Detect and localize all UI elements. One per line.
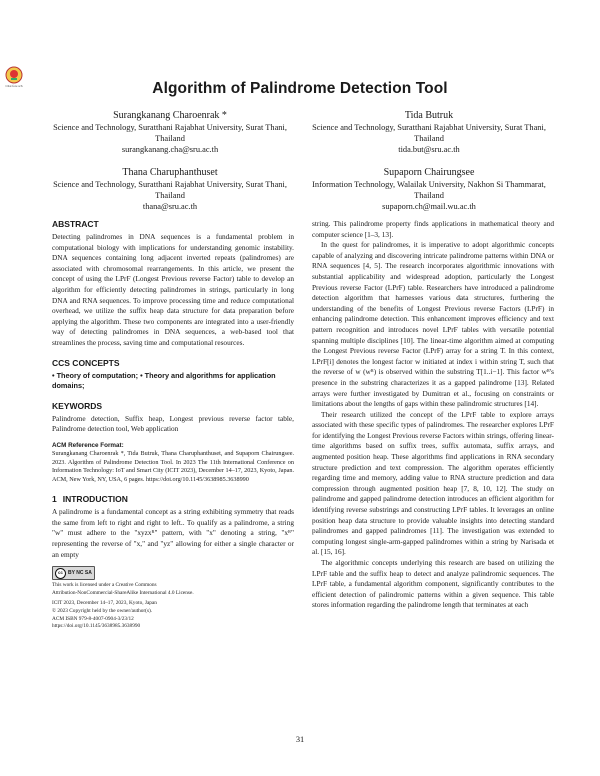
author-name: Thana Charuphanthuset xyxy=(122,167,218,178)
author-affiliation: Information Technology, Walailak University, Nakhon Si Thammarat, Thailand xyxy=(312,180,546,201)
author-name: Surangkanang Charoenrak * xyxy=(113,110,227,121)
author-block-2 xyxy=(304,109,554,156)
right-column xyxy=(312,219,554,611)
license-line-2: Attribution-NonCommercial-ShareAlike International 4.0 License. xyxy=(52,589,194,596)
paper-title: Algorithm of Palindrome Detection Tool xyxy=(152,80,448,97)
cc-icon: cc xyxy=(55,568,66,579)
license-block xyxy=(52,566,294,631)
intro-paragraph-1: string. This palindrome property finds applications in mathematical theory and computer science [1–3, 13]. xyxy=(312,219,554,239)
author-email: tida.but@sru.ac.th xyxy=(398,145,460,155)
ccs-text: • Theory of computation; • Theory and algorithms for application domains; xyxy=(52,370,276,391)
logo-caption: Chat fore sch xyxy=(5,84,23,88)
author-block-3 xyxy=(45,166,295,213)
author-name: Supaporn Chairungsee xyxy=(383,167,475,178)
doi-line[interactable]: https://doi.org/10.1145/3638985.3638990 xyxy=(52,623,141,630)
intro-paragraph-2: In the quest for palindromes, it is imperative to adopt algorithmic concepts capable of analyzing and discovering intricate palindrome patterns within DNA or RNA sequences [4, 5]. The research incorporates algorithmic innovations with substantial applicability and widespread adoption, particularly the Longest Previous reverse Factor (LPrF) table. Researchers have introduced a palindrome detection algorithm that harnesses various data structures, furthering the understanding of the benefits of Longest Previous reverse Factors (LPrF) in enhancing palindrome detection. This enhancement improves efficiency and text pattern recognition and introduces novel LPrF tables with versatile potential spanning multiple disciplines [10]. The linear-time algorithm aimed at computing the Longest Previous reverse Factor (LPrF) array for a string T. In this context, LPrF[i] denotes the longest factor w initiated at index i within string T, such that the reverse of w (wᴿ) is observed within the substring T[1..i−1]. This factor wᴿ's presence in the substring characterizes it as a gapped palindrome [13]. Related arrays were further investigated by Dumitran et al., focusing on constraints or limitations about the lengths of gaps within these palindromic structures [14]. xyxy=(312,240,554,409)
left-column xyxy=(52,219,294,631)
cc-badge-terms: BY NC SA xyxy=(68,569,92,576)
conference-line: ICIT 2023, December 14–17, 2023, Kyoto, Japan xyxy=(52,600,157,607)
author-affiliation: Science and Technology, Suratthani Rajabhat University, Surat Thani, Thailand xyxy=(53,123,287,144)
author-email: thana@sru.ac.th xyxy=(142,202,198,212)
abstract-text: Detecting palindromes in DNA sequences is a fundamental problem in computational biology with implications for understanding genomic instability. DNA sequences containing long adjacent inverted repeats (palindromes) are associated with chromosomal rearrangements. In this article, we present the concept of using the LPrF (Longest Previous reverse Factor) table to develop an algorithm for efficiently detecting palindromes in strings, particularly in long DNA and RNA sequences. To improve processing time and reduce computational overhead, we utilize the suffix heap data structure for data preparation before applying the algorithm. These two components are integrated into a user-friendly way of detecting palindromes in DNA sequences, a web-based tool that streamlines the process, saving time and computational resources. xyxy=(52,232,294,347)
keywords-heading: KEYWORDS xyxy=(52,400,103,411)
author-email: supaporn.ch@mail.wu.ac.th xyxy=(382,202,476,212)
copyright-line: © 2023 Copyright held by the owner/author(s). xyxy=(52,608,153,615)
author-email: surangkanang.cha@sru.ac.th xyxy=(121,145,219,155)
intro-paragraph-3: Their research utilized the concept of the LPrF table to explore arrays associated with these specific types of palindromes. The researcher explores LPrF for identifying the Longest Previous reverse Factors within strings, offering linear-time algorithms based on suffix trees, suffix automata, suffix arrays, and augmented position heap. These algorithms find applications in RNA secondary structure prediction and text compression. The algorithm operates efficiently regarding time and memory, adding value to RNA structure prediction and data compression through augmented position heap [7, 8, 10, 12]. The study on palindrome and gapped palindrome detection introduces an efficient algorithm for identifying reverse substrings and constructing LPrF tables. It leverages an online position heap data structure to provide valuable insights into detecting standard palindromes and gapped palindromes [11]. The investigation was extended to computing longest single-arm-gapped palindromes within a string by Narisada et al. [15, 16]. xyxy=(312,409,554,557)
author-affiliation: Science and Technology, Suratthani Rajabhat University, Surat Thani, Thailand xyxy=(53,180,287,201)
author-block-1 xyxy=(45,109,295,156)
license-line-1: This work is licensed under a Creative Commons xyxy=(52,582,157,589)
acm-reference xyxy=(52,441,294,484)
keywords-text: Palindrome detection, Suffix heap, Longest previous reverse factor table, Palindrome detection tool, Web application xyxy=(52,413,294,434)
intro-number: 1 xyxy=(52,494,57,505)
intro-heading xyxy=(52,494,294,505)
page-number: 31 xyxy=(295,735,305,744)
cc-license xyxy=(52,566,294,580)
abstract-heading: ABSTRACT xyxy=(52,219,99,229)
intro-text: A palindrome is a fundamental concept as a string exhibiting symmetry that reads the same from left to right and right to left.. To qualify as a palindrome, a string "w" must adhere to the "xyzxᴿ" pattern, with "x" denoting a string, "xᴿ" representing the reverse of "x," and "yz" allowing for either a single character or an empty xyxy=(52,507,294,559)
author-affiliation: Science and Technology, Suratthani Rajabhat University, Surat Thani, Thailand xyxy=(312,123,546,144)
acm-reference-text: Surangkanang Charoenrak *, Tida Butruk, Thana Charuphanthuset, and Supaporn Chairungsee. 2023. Algorithm of Palindrome Detection Tool. In 2023 The 11th International Conference on Information Technology: IoT and Smart City (ICIT 2023), December 14–17, 2023, Kyoto, Japan. ACM, New York, NY, USA, 6 pages. https://doi.org/10.1145/3638985.3638990 xyxy=(52,449,294,483)
intro-paragraph-4: The algorithmic concepts underlying this research are based on utilizing the LPrF table and the suffix heap to detect and analyze palindromic sequences. The LPrF table, a fundamental algorithm component, significantly contributes to the efficient detection of palindromic patterns within a given sequence. This table stores information regarding the palindrome length that terminates at each xyxy=(312,558,554,610)
cc-badge[interactable] xyxy=(52,566,95,580)
ccs-heading: CCS CONCEPTS xyxy=(52,357,120,368)
author-block-4 xyxy=(304,166,554,213)
acm-reference-heading: ACM Reference Format: xyxy=(52,441,124,449)
intro-title: INTRODUCTION xyxy=(62,494,128,505)
author-name: Tida Butruk xyxy=(404,110,454,121)
isbn-line: ACM ISBN 979-8-4007-0904-3/23/12 xyxy=(52,615,134,622)
